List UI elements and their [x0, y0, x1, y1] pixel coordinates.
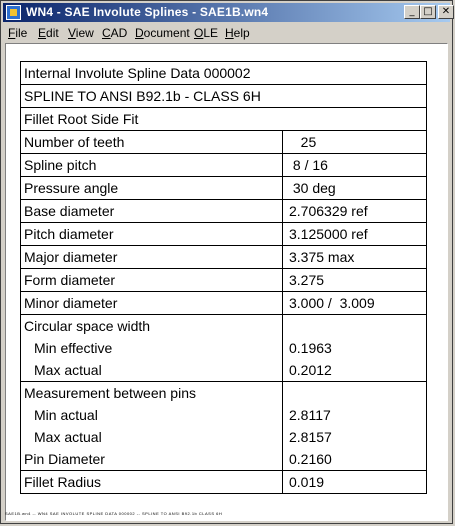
row-label: Number of teeth: [21, 131, 283, 154]
row-label: Fillet Radius: [21, 471, 283, 494]
table-row: [21, 246, 427, 269]
empty-cell: [289, 382, 426, 404]
row-label: Base diameter: [21, 200, 283, 223]
row-value: 3.000 / 3.009: [283, 292, 427, 315]
pins-max-actual-label: Max actual: [34, 429, 102, 445]
row-label: Pitch diameter: [21, 223, 283, 246]
app-icon[interactable]: [6, 5, 21, 20]
menu-cad[interactable]: CAD: [102, 26, 128, 40]
table-row: [21, 131, 427, 154]
row-value: 25: [283, 131, 427, 154]
max-actual-value: 0.2012: [289, 362, 332, 378]
menu-ole[interactable]: OLE: [194, 26, 219, 40]
menu-bar: [3, 23, 450, 42]
spec-standard: SPLINE TO ANSI B92.1b - CLASS 6H: [21, 85, 427, 108]
maximize-button[interactable]: □: [420, 5, 436, 19]
pins-min-actual-value: 2.8117: [289, 407, 331, 423]
pins-max-actual-value: 2.8157: [289, 429, 332, 445]
fit-type: Fillet Root Side Fit: [21, 108, 427, 131]
spline-data-table: [20, 61, 427, 494]
table-row: [21, 269, 427, 292]
row-value: 30 deg: [283, 177, 427, 200]
row-value: 3.275: [283, 269, 427, 292]
title-bar[interactable]: [3, 3, 450, 22]
table-row-group: [21, 382, 427, 471]
table-row: [21, 223, 427, 246]
menu-help[interactable]: Help: [225, 26, 250, 40]
table-header-row: [21, 108, 427, 131]
row-label: Spline pitch: [21, 154, 283, 177]
row-label: Major diameter: [21, 246, 283, 269]
window-title: WN4 - SAE Involute Splines - SAE1B.wn4: [26, 5, 269, 19]
table-row: [21, 200, 427, 223]
measurement-between-pins-label: Measurement between pins: [24, 385, 196, 401]
empty-cell: [289, 315, 426, 337]
menu-view[interactable]: View: [68, 26, 94, 40]
row-label: Minor diameter: [21, 292, 283, 315]
pin-diameter-label: Pin Diameter: [24, 451, 105, 467]
row-label: Form diameter: [21, 269, 283, 292]
pin-diameter-value: 0.2160: [289, 451, 332, 467]
min-effective-value: 0.1963: [289, 340, 332, 356]
circular-space-width-label: Circular space width: [24, 318, 151, 334]
table-row: [21, 154, 427, 177]
table-header-row: [21, 85, 427, 108]
document-area[interactable]: [5, 43, 448, 521]
close-button[interactable]: ✕: [438, 5, 454, 19]
table-row: [21, 471, 427, 494]
pins-min-actual-label: Min actual: [34, 407, 98, 423]
row-value: 2.706329 ref: [283, 200, 427, 223]
menu-edit[interactable]: Edit: [38, 26, 59, 40]
table-title: Internal Involute Spline Data 000002: [21, 62, 427, 85]
table-row-group: [21, 315, 427, 382]
table-row: [21, 292, 427, 315]
table-row: [21, 177, 427, 200]
page-footer-text: SAE1B.wn4 -- WN4 SAE INVOLUTE SPLINE DATA 000002 -- SPLINE TO ANSI B92.1b CLASS 6H: [5, 511, 223, 516]
min-effective-label: Min effective: [34, 340, 113, 356]
row-label: Pressure angle: [21, 177, 283, 200]
row-value: 3.125000 ref: [283, 223, 427, 246]
row-value: 8 / 16: [283, 154, 427, 177]
row-value: 0.019: [283, 471, 427, 494]
table-header-row: [21, 62, 427, 85]
minimize-button[interactable]: _: [404, 5, 420, 19]
row-value: 3.375 max: [283, 246, 427, 269]
menu-document[interactable]: Document: [135, 26, 190, 40]
menu-file[interactable]: File: [8, 26, 28, 40]
max-actual-label: Max actual: [34, 362, 102, 378]
